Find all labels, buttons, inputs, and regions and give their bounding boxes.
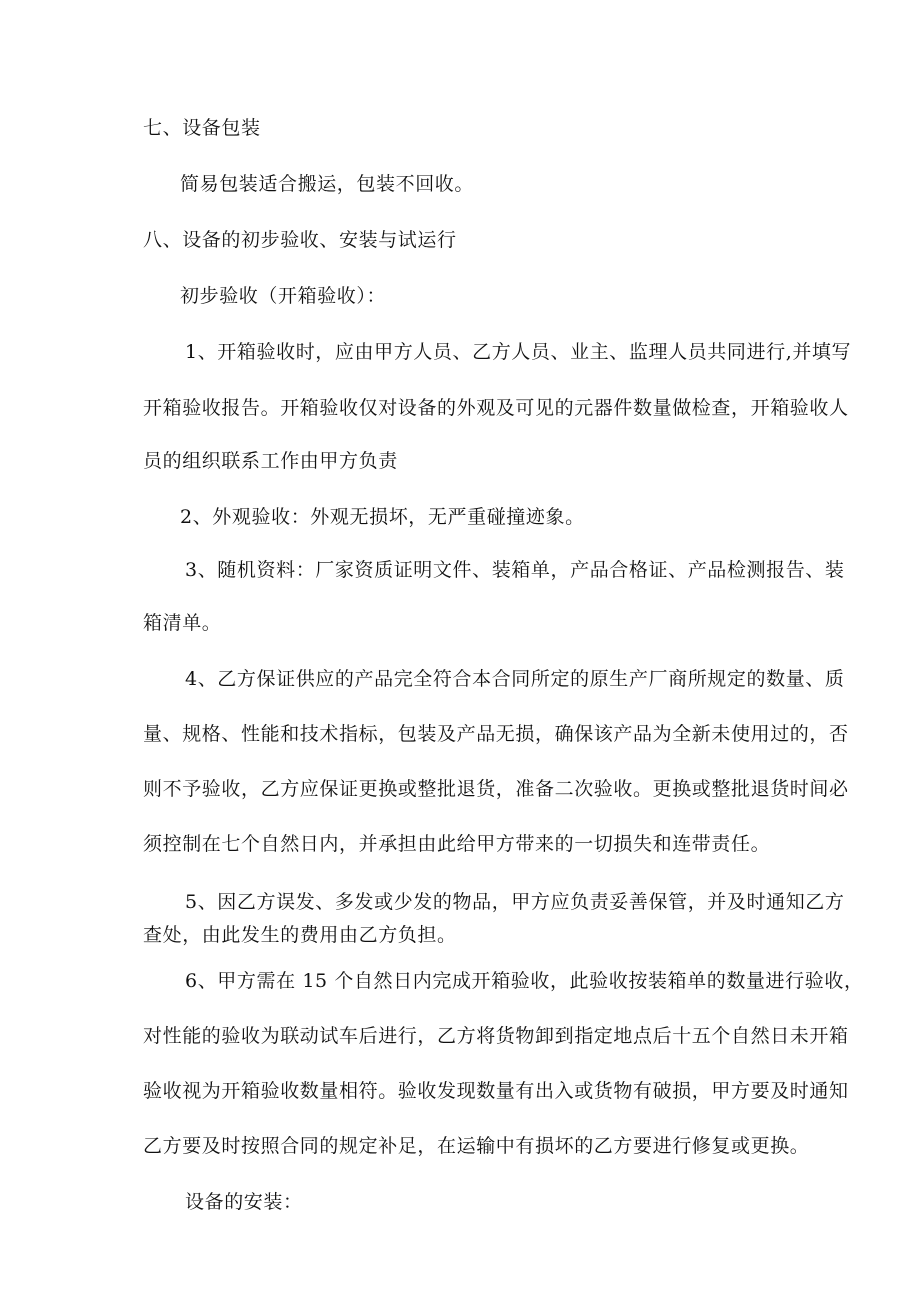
item-2-line-1: 2、外观验收：外观无损坏，无严重碰撞迹象。: [180, 506, 585, 528]
item-4-line-3: 则不予验收，乙方应保证更换或整批退货，准备二次验收。更换或整批退货时间必: [143, 778, 849, 800]
item-1-line-1: 1、开箱验收时，应由甲方人员、乙方人员、业主、监理人员共同进行,并填写: [185, 341, 852, 363]
item-5-line-2: 查处，由此发生的费用由乙方负担。: [143, 924, 457, 946]
item-5-line-1: 5、因乙方误发、多发或少发的物品，甲方应负责妥善保管，并及时通知乙方: [185, 891, 845, 913]
item-1-line-3: 员的组织联系工作由甲方负责: [143, 450, 398, 472]
item-3-line-2: 箱清单。: [143, 612, 222, 634]
item-4-line-2: 量、规格、性能和技术指标，包装及产品无损，确保该产品为全新未使用过的，否: [143, 723, 849, 745]
initial-acceptance-subheading: 初步验收（开箱验收）：: [180, 285, 387, 307]
installation-subheading: 设备的安装：: [185, 1191, 303, 1213]
item-6-line-3: 验收视为开箱验收数量相符。验收发现数量有出入或货物有破损，甲方要及时通知: [143, 1080, 849, 1102]
packaging-paragraph: 简易包装适合搬运，包装不回收。: [180, 173, 475, 195]
section-heading-7: 七、设备包装: [143, 117, 261, 139]
item-3-line-1: 3、随机资料：厂家资质证明文件、装箱单，产品合格证、产品检测报告、装: [185, 559, 845, 581]
item-6-line-2: 对性能的验收为联动试车后进行，乙方将货物卸到指定地点后十五个自然日未开箱: [143, 1025, 849, 1047]
item-1-line-2: 开箱验收报告。开箱验收仅对设备的外观及可见的元器件数量做检查，开箱验收人: [143, 397, 849, 419]
item-4-line-4: 须控制在七个自然日内，并承担由此给甲方带来的一切损失和连带责任。: [143, 833, 771, 855]
item-6-line-1: 6、甲方需在 15 个自然日内完成开箱验收，此验收按装箱单的数量进行验收，: [185, 970, 864, 992]
item-4-line-1: 4、乙方保证供应的产品完全符合本合同所定的原生产厂商所规定的数量、质: [185, 668, 845, 690]
item-6-line-4: 乙方要及时按照合同的规定补足，在运输中有损坏的乙方要进行修复或更换。: [143, 1135, 810, 1157]
section-heading-8: 八、设备的初步验收、安装与试运行: [143, 229, 457, 251]
